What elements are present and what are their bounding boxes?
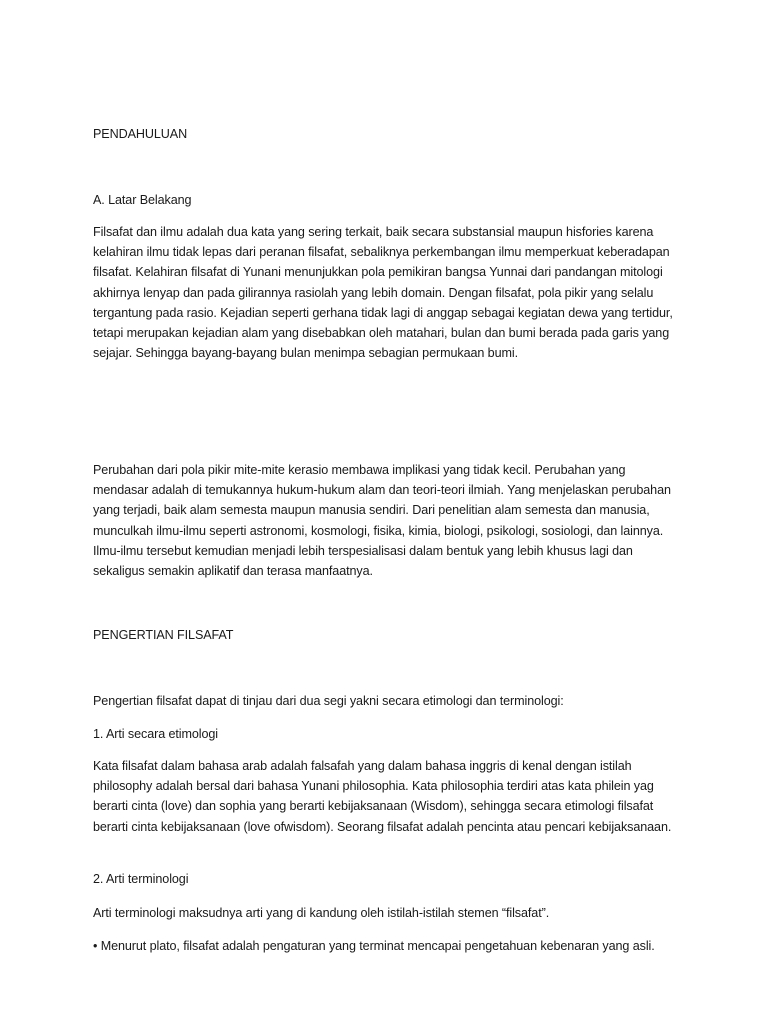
heading-pendahuluan: PENDAHULUAN [93, 127, 188, 141]
paragraph-terminologi: Arti terminologi maksudnya arti yang di kandung oleh istilah-istilah stemen “filsafat”. [93, 906, 550, 920]
heading-pengertian-filsafat: PENGERTIAN FILSAFAT [93, 628, 234, 642]
item-2-title: 2. Arti terminologi [93, 872, 189, 886]
paragraph-latar-belakang-1: Filsafat dan ilmu adalah dua kata yang sering terkait, baik secara substansial maupun hisfories karena kelahiran ilmu tidak lepas dari peranan filsafat, sebaliknya perkembangan ilmu memperkuat keberadapan filsafat. Kelahiran filsafat di Yunani menunjukkan pola pemikiran bangsa Yunnai dari pandangan mitologi akhirnya lenyap dan pada gilirannya rasiolah yang lebih domain. Dengan filsafat, pola pikir yang selalu tergantung pada rasio. Kejadian seperti gerhana tidak lagi di anggap sebagai kegiatan dewa yang tertidur, tetapi merupakan kejadian alam yang disebabkan oleh matahari, bulan dan bumi berada pada garis yang sejajar. Sehingga bayang-bayang bulan menimpa sebagian permukaan bumi. [93, 225, 673, 361]
section-a-title: A. Latar Belakang [93, 193, 192, 207]
item-1-title: 1. Arti secara etimologi [93, 727, 218, 741]
bullet-plato: • Menurut plato, filsafat adalah pengaturan yang terminat mencapai pengetahuan kebenaran yang asli. [93, 939, 655, 953]
paragraph-etimologi: Kata filsafat dalam bahasa arab adalah falsafah yang dalam bahasa inggris di kenal dengan istilah philosophy adalah bersal dari bahasa Yunani philosophia. Kata philosophia terdiri atas kata philein yag berarti cinta (love) dan sophia yang berarti kebijaksanaan (Wisdom), sehingga secara etimologi filsafat berarti cinta kebijaksanaan (love ofwisdom). Seorang filsafat adalah pencinta atau pencari kebijaksanaan. [93, 759, 672, 834]
paragraph-latar-belakang-2: Perubahan dari pola pikir mite-mite kerasio membawa implikasi yang tidak kecil. Perubahan yang mendasar adalah di temukannya hukum-hukum alam dan teori-teori ilmiah. Yang menjelaskan perubahan yang terjadi, baik alam semesta maupun manusia sendiri. Dari penelitian alam semesta dan manusia, munculkah ilmu-ilmu seperti astronomi, kosmologi, fisika, kimia, biologi, psikologi, sosiologi, dan lainnya. Ilmu-ilmu tersebut kemudian menjadi lebih terspesialisasi dalam bentuk yang lebih khusus lagi dan sekaligus semakin aplikatif dan terasa manfaatnya. [93, 463, 671, 579]
paragraph-pengertian-intro: Pengertian filsafat dapat di tinjau dari dua segi yakni secara etimologi dan terminologi: [93, 694, 564, 708]
